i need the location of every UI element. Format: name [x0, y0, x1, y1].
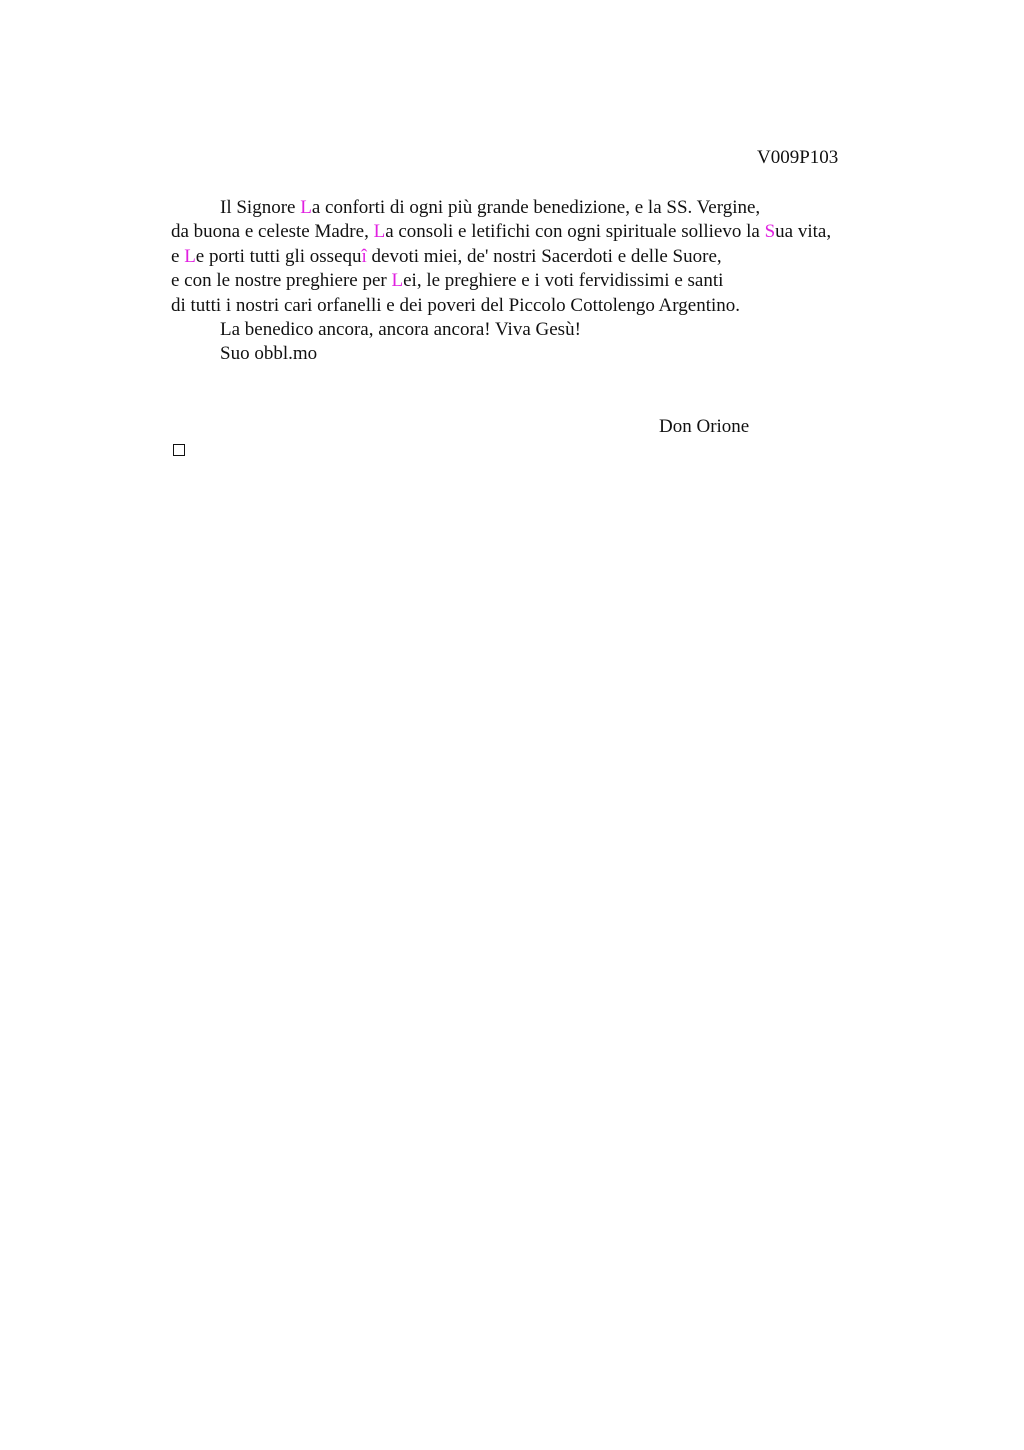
text-run: La benedico ancora, ancora ancora! Viva Gesù!	[220, 319, 581, 341]
text-run: ei, le preghiere e i voti fervidissimi e santi	[403, 270, 724, 292]
highlighted-letter: L	[373, 221, 386, 243]
text-line	[171, 220, 931, 244]
text-run: Suo obbl.mo	[220, 343, 318, 365]
letter-body	[171, 196, 931, 367]
text-run: Il Signore	[220, 197, 301, 218]
text-run: e	[171, 245, 185, 267]
signature: Don Orione	[659, 416, 750, 437]
text-line	[171, 269, 931, 293]
page-code: V009P103	[757, 147, 839, 168]
highlighted-letter: L	[391, 270, 404, 292]
text-run: di tutti i nostri cari orfanelli e dei poveri del Piccolo Cottolengo Argentino.	[171, 294, 741, 316]
text-line	[171, 196, 931, 220]
empty-square-icon	[173, 444, 185, 456]
text-run: devoti miei, de' nostri Sacerdoti e delle Suore,	[366, 245, 722, 267]
text-run: da buona e celeste Madre,	[171, 221, 374, 243]
text-run: ua vita,	[775, 221, 832, 243]
text-line	[171, 342, 931, 366]
highlighted-letter: S	[764, 221, 776, 243]
highlighted-letter: L	[184, 245, 196, 267]
text-line	[171, 245, 931, 269]
text-line	[171, 294, 931, 318]
text-run: a conforti di ogni più grande benedizione, e la SS. Vergine,	[311, 197, 761, 218]
text-run: e porti tutti gli ossequ	[195, 245, 362, 267]
highlighted-letter: î	[361, 245, 367, 267]
highlighted-letter: L	[300, 197, 312, 218]
text-run: e con le nostre preghiere per	[171, 270, 392, 292]
text-line	[171, 318, 931, 342]
text-run: a consoli e letifichi con ogni spirituale sollievo la	[385, 221, 765, 243]
